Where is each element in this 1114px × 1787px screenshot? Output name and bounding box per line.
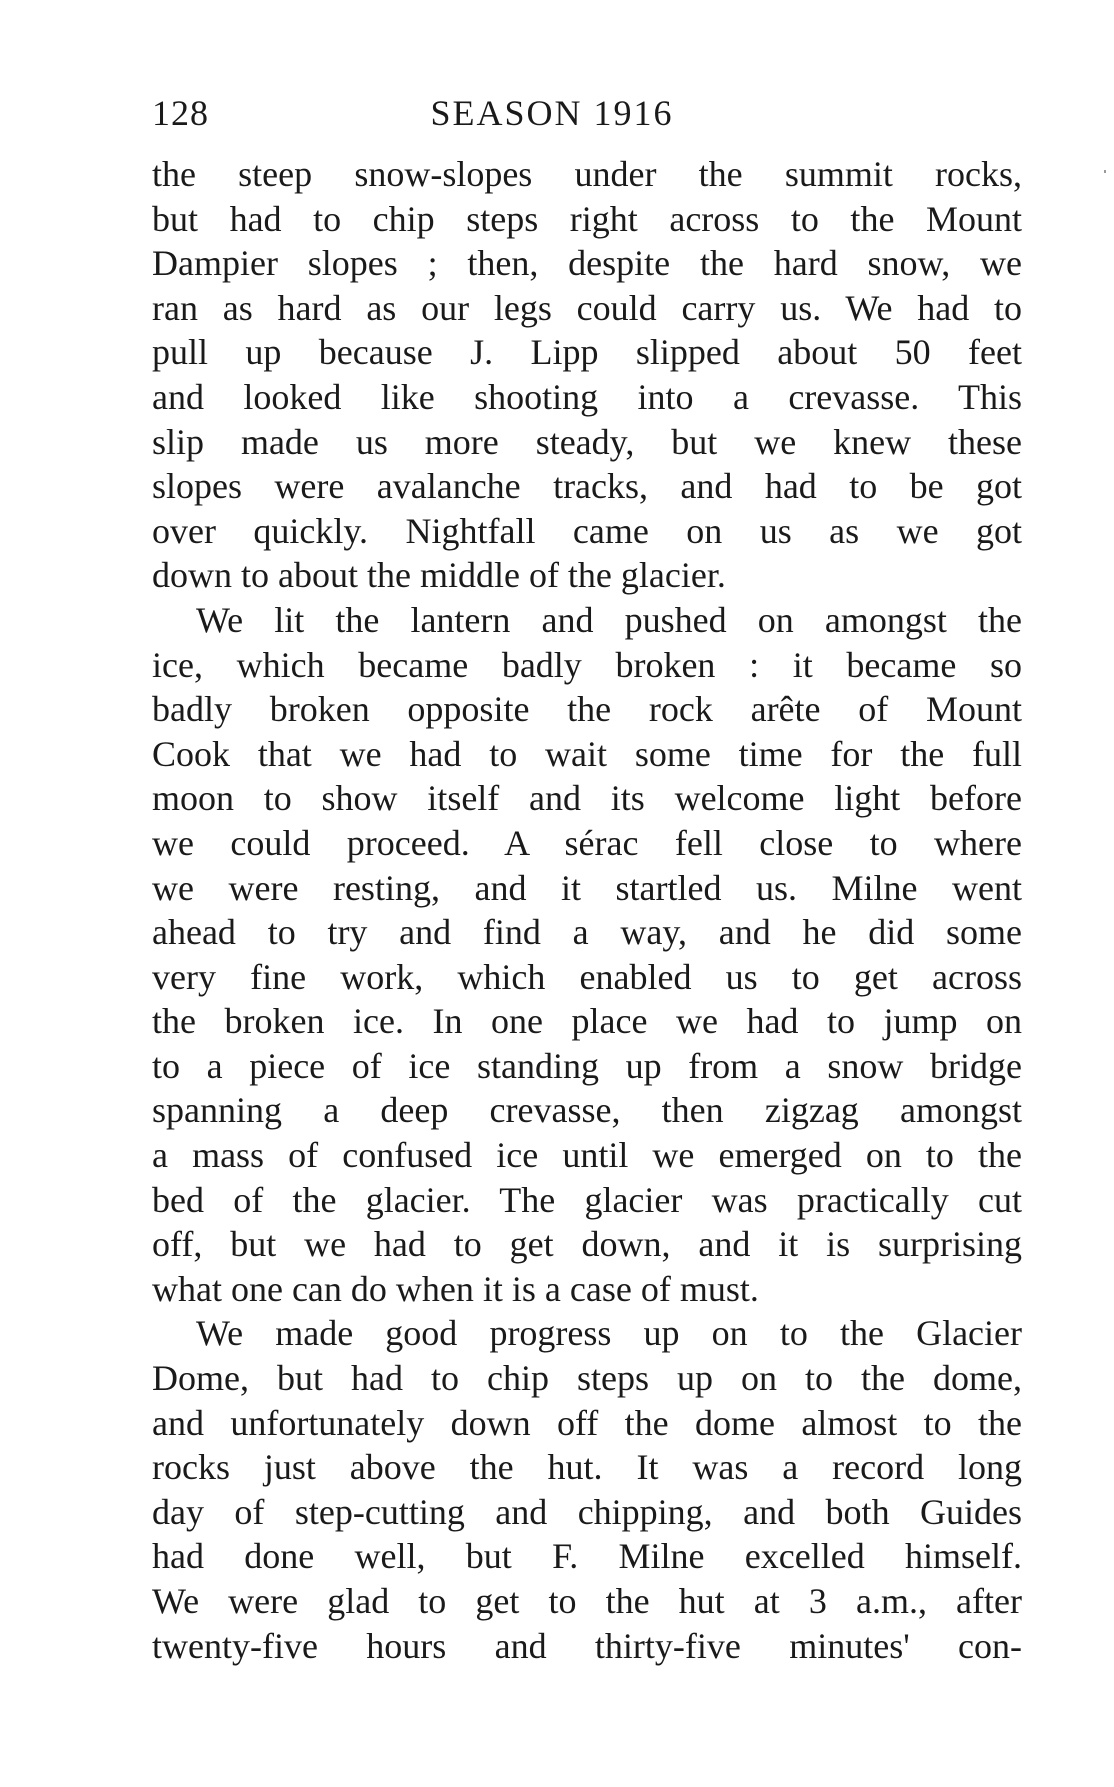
text-line: moon to show itself and its welcome light before <box>152 778 1022 819</box>
text-line: ran as hard as our legs could carry us. We had to <box>152 287 1022 328</box>
text-line: and unfortunately down off the dome almost to the <box>152 1402 1022 1443</box>
text-line: off, but we had to get down, and it is surprising <box>152 1224 1022 1265</box>
text-line: rocks just above the hut. It was a record long <box>152 1447 1022 1488</box>
text-line: had done well, but F. Milne excelled himself. <box>152 1536 1022 1577</box>
text-line: we were resting, and it startled us. Milne went <box>152 867 1022 908</box>
text-line: slopes were avalanche tracks, and had to be got <box>152 466 1022 507</box>
text-line: slip made us more steady, but we knew these <box>152 421 1022 462</box>
text-line: day of step-cutting and chipping, and both Guides <box>152 1491 1022 1532</box>
text-line: ahead to try and find a way, and he did some <box>152 912 1022 953</box>
text-line: twenty-five hours and thirty-five minutes' con- <box>152 1625 1022 1666</box>
text-line: bed of the glacier. The glacier was practically cut <box>152 1179 1022 1220</box>
text-line: and looked like shooting into a crevasse. This <box>152 376 1022 417</box>
paragraph-end-line: down to about the middle of the glacier. <box>152 555 726 596</box>
text-line: we could proceed. A sérac fell close to where <box>152 822 1022 863</box>
text-line: pull up because J. Lipp slipped about 50 feet <box>152 332 1022 373</box>
body-text <box>152 152 1022 1668</box>
text-line: over quickly. Nightfall came on us as we got <box>152 510 1022 551</box>
text-line: but had to chip steps right across to the Mount <box>152 198 1022 239</box>
text-line: a mass of confused ice until we emerged on to the <box>152 1135 1022 1176</box>
page-number: 128 <box>152 93 209 133</box>
paragraph-end-line: what one can do when it is a case of must. <box>152 1268 759 1309</box>
running-head <box>152 88 1022 138</box>
text-line: We were glad to get to the hut at 3 a.m., after <box>152 1581 1022 1621</box>
text-line: Dome, but had to chip steps up on to the dome, <box>152 1358 1022 1399</box>
text-line: badly broken opposite the rock arête of Mount <box>152 689 1022 730</box>
text-line: Dampier slopes ; then, despite the hard snow, we <box>152 243 1022 284</box>
running-title: SEASON 1916 <box>430 93 674 133</box>
scan-speck <box>1104 170 1106 173</box>
text-line: very fine work, which enabled us to get across <box>152 956 1022 997</box>
paragraph-start-line: We lit the lantern and pushed on amongst the <box>196 599 1022 640</box>
text-line: ice, which became badly broken : it became so <box>152 644 1022 685</box>
text-line: to a piece of ice standing up from a snow bridge <box>152 1045 1022 1086</box>
text-line: spanning a deep crevasse, then zigzag amongst <box>152 1090 1022 1131</box>
text-line: Cook that we had to wait some time for the full <box>152 733 1022 774</box>
text-line: the steep snow-slopes under the summit rocks, <box>152 154 1022 194</box>
paragraph-start-line: We made good progress up on to the Glacier <box>196 1313 1022 1354</box>
text-line: the broken ice. In one place we had to jump on <box>152 1001 1022 1042</box>
